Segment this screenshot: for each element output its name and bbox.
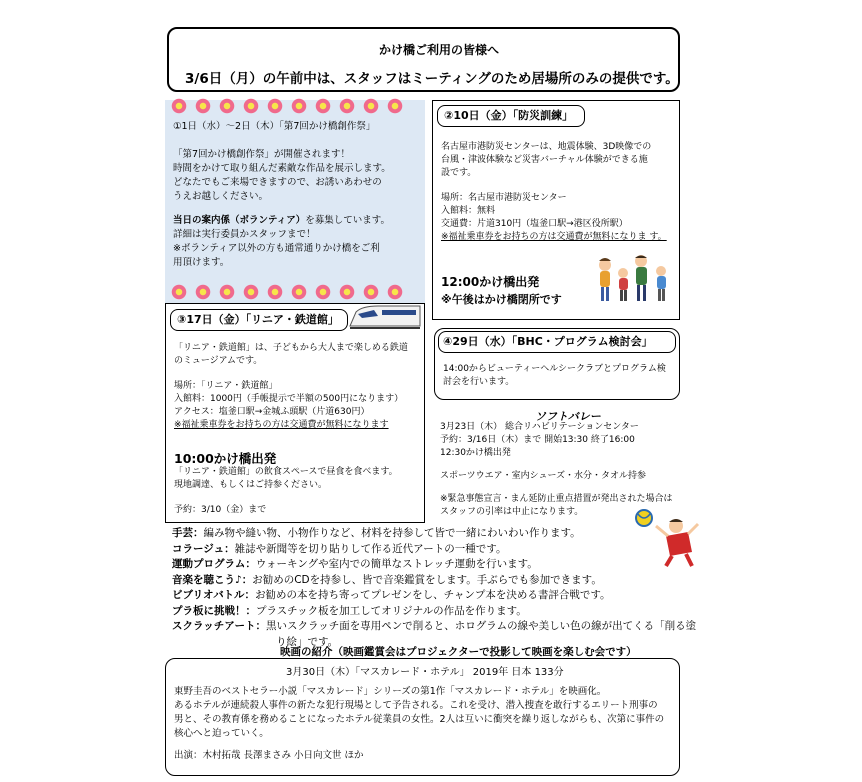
text-line: 設です。: [441, 168, 477, 178]
program-item: [172, 619, 696, 635]
program-name: スクラッチアート：: [172, 620, 266, 632]
flower-row-top: [167, 98, 407, 118]
text-line: 入館料：1000円（手帳提示で半額の500円になります）: [174, 394, 404, 404]
text-line: 現地調達、もしくはご持参ください。: [174, 480, 328, 490]
program-name: プラ板に挑戦！：: [172, 604, 256, 617]
text-line: 12:30かけ橋出発: [440, 448, 511, 458]
text-line: うえお越しください。: [173, 191, 269, 202]
movie-desc: [174, 685, 664, 763]
flower-icon: [171, 98, 187, 114]
program-name: コラージュ：: [172, 542, 235, 555]
event4-title-box: [438, 331, 676, 353]
program-list: [172, 526, 696, 650]
header-line2: 3/6日（月）の午前中は、スタッフはミーティングのため居場所のみの提供です。: [185, 71, 679, 87]
event4-text: [443, 363, 666, 389]
text-line: 場所：名古屋市港防災センター: [441, 193, 567, 203]
flower-icon: [387, 284, 403, 300]
event2-box: [432, 100, 680, 320]
event2-title: ②10日（金）「防災訓練」: [444, 109, 574, 122]
text-line: 「リニア・鉄道館」の飲食スペースで昼食を食べます。: [174, 467, 398, 477]
welfare-note: ※福祉乗車券をお持ちの方は交通費が無料になります: [174, 420, 389, 430]
flower-icon: [291, 284, 307, 300]
program-item: [172, 588, 696, 604]
program-desc: 黒いスクラッチ面を専用ペンで削ると、ホログラムの線や美しい色の線が出てくる「削る塗: [265, 620, 697, 632]
text-line: 核心へと迫っていく。: [174, 728, 269, 739]
volunteer-text: を募集しています。: [305, 215, 390, 226]
text-line: ※ボランティア以外の方も通常通りかけ橋をご利: [173, 243, 380, 254]
event4-title: ④29日（水）「BHC・プログラム検討会」: [443, 335, 653, 348]
event1-text: [173, 148, 391, 270]
family-walking-illustration: [593, 251, 677, 315]
text-line: 入館料：無料: [441, 206, 496, 216]
flower-icon: [243, 98, 259, 114]
flower-icon: [219, 98, 235, 114]
text-line: 場所：「リニア・鉄道館」: [174, 381, 278, 391]
welfare-note: ※福祉乗車券をお持ちの方は交通費が無料になりま す。: [441, 232, 667, 242]
text-line: 3月23日（木） 総合リハビリテーションセンター: [440, 422, 639, 432]
program-desc: お勧めの本を持ち寄ってプレゼンをし、チャンプ本を決める書評合戦です。: [255, 589, 611, 601]
event3-title: ③17日（金）「リニア・鉄道館」: [177, 313, 339, 326]
flower-icon: [339, 98, 355, 114]
event4-box: [434, 328, 680, 400]
flower-icon: [339, 284, 355, 300]
event2-closed: ※午後はかけ橋閉所です: [441, 293, 562, 306]
program-item: [172, 604, 696, 620]
event2-depart: 12:00かけ橋出発: [441, 275, 540, 289]
text-line: 「リニア・鉄道館」は、子どもから大人まで楽しめる鉄道: [174, 343, 408, 353]
flower-icon: [243, 284, 259, 300]
movie-box: [165, 658, 680, 776]
event3-lunch: [174, 466, 398, 517]
program-desc: 雑誌や新聞等を切り貼りして作る近代アートの一種です。: [234, 542, 507, 555]
text-line: 用頂けます。: [173, 257, 230, 268]
text-line: どなたでもご来場できますので、お誘いあわせの: [173, 177, 382, 188]
volunteer-line: [173, 214, 391, 228]
flower-icon: [315, 284, 331, 300]
program-item: [172, 542, 696, 558]
movie-cast: 出演：木村拓哉 長澤まさみ 小日向文世 ほか: [174, 750, 364, 761]
flower-icon: [267, 284, 283, 300]
program-desc: ウォーキングや室内での簡単なストレッチ運動を行います。: [255, 558, 538, 570]
program-item: [172, 557, 696, 573]
program-name: 手芸：: [172, 527, 204, 539]
text-line: 討会を行います。: [443, 377, 515, 387]
flower-icon: [363, 98, 379, 114]
text-line: スタッフの引率は中止になります。: [440, 507, 584, 517]
flower-icon: [387, 98, 403, 114]
program-name: 運動プログラム：: [172, 558, 256, 570]
movie-title: 3月30日（木）「マスカレード・ホテル」 2019年 日本 133分: [286, 667, 564, 678]
event1-title: ①1日（水）～2日（木）「第7回かけ橋創作祭」: [173, 121, 376, 132]
program-desc: お勧めのCDを持参し、皆で音楽鑑賞をします。手ぶらでも参加できます。: [252, 573, 602, 586]
text-line: 時間をかけて取り組んだ素敵な作品を展示します。: [173, 163, 391, 174]
text-line: 台風・津波体験など災害バーチャル体験ができる施: [441, 155, 648, 165]
event3-title-box: [170, 309, 348, 331]
movie-heading: 映画の紹介（映画鑑賞会はプロジェクターで投影して映画を楽しむ会です）: [280, 646, 637, 658]
volleyball-title: ソフトバレー: [535, 410, 601, 423]
flower-icon: [195, 284, 211, 300]
text-line: 予約：3/10（金）まで: [174, 505, 267, 515]
program-item: [172, 526, 696, 542]
text-line: 東野圭吾のベストセラー小説「マスカレード」シリーズの第1作「マスカレード・ホテル」を映画化。: [174, 686, 607, 697]
flower-icon: [219, 284, 235, 300]
event3-depart: 10:00かけ橋出発: [174, 451, 277, 466]
text-line: アクセス：塩釜口駅→金城ふ頭駅（片道630円）: [174, 407, 370, 417]
train-icon: [348, 304, 422, 330]
text-line: のミュージアムです。: [174, 356, 263, 366]
text-line: あるホテルが連続殺人事件の新たな犯行現場として予告される。これを受け、潜入捜査を敢行するエリート刑事の: [174, 700, 658, 711]
text-line: 14:00からビューティーヘルシークラブとプログラム検: [443, 364, 666, 374]
event2-title-box: [437, 105, 585, 127]
program-desc: プラスチック板を加工してオリジナルの作品を作ります。: [256, 604, 527, 617]
text-line: 予約：3/16日（木）まで 開始13:30 終了16:00: [440, 435, 635, 445]
text-line: 男と、その教育係を務めることになったホテル従業員の女性。2人は互いに衝突を繰り返しながらも、次第に事件の: [174, 714, 665, 725]
program-item: [172, 573, 696, 589]
flower-icon: [363, 284, 379, 300]
event1-panel: [165, 100, 425, 303]
event3-box: [165, 303, 425, 523]
volleyball-text: [440, 421, 673, 519]
text-line: 「第7回かけ橋創作祭」が開催されます！: [173, 149, 351, 160]
event2-text: [441, 141, 667, 244]
text-line: 交通費：片道310円（塩釜口駅→港区役所駅）: [441, 219, 628, 229]
event3-text: [174, 342, 408, 432]
program-desc: 編み物や縫い物、小物作りなど、材料を持参して皆で一緒にわいわい作ります。: [203, 527, 581, 539]
program-name: 音楽を聴こう♪：: [172, 573, 253, 586]
flower-icon: [195, 98, 211, 114]
flower-icon: [291, 98, 307, 114]
text-line: 名古屋市港防災センターは、地震体験、3D映像での: [441, 142, 652, 152]
text-line: 詳細は実行委員かスタッフまで！: [173, 229, 316, 240]
volunteer-label: 当日の案内係（ボランティア）: [173, 215, 306, 226]
flower-icon: [267, 98, 283, 114]
flower-icon: [171, 284, 187, 300]
text-line: スポーツウエア・室内シューズ・水分・タオル持参: [440, 471, 647, 481]
program-desc: り絵」です。: [276, 635, 339, 648]
header-box: [167, 27, 680, 92]
flower-row-bottom: [167, 284, 407, 304]
flower-icon: [315, 98, 331, 114]
header-line1: かけ橋ご利用の皆様へ: [379, 43, 500, 57]
program-name: ビブリオバトル：: [172, 589, 256, 601]
text-line: ※緊急事態宣言・まん延防止重点措置が発出された場合は: [440, 494, 673, 504]
